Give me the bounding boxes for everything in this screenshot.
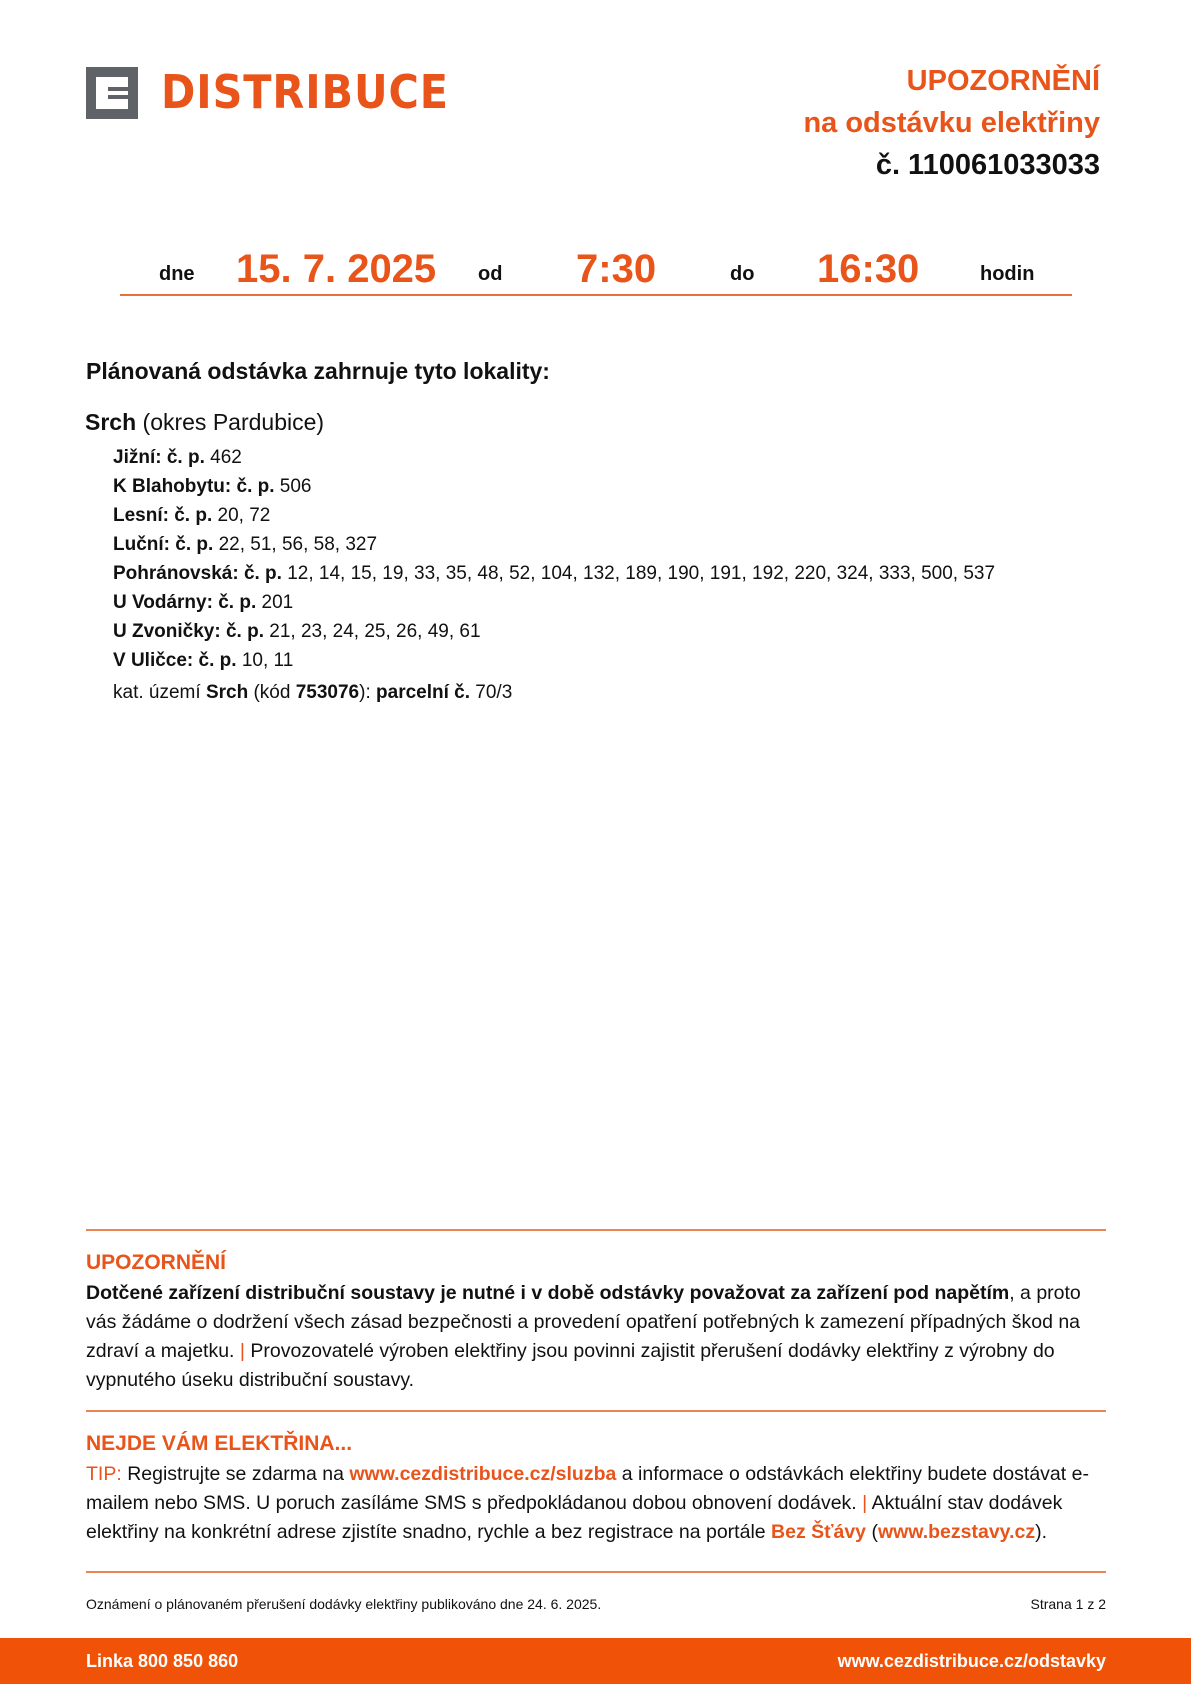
- street-name: U Zvoničky:: [113, 621, 221, 642]
- tip-text-1: Registrujte se zdarma na: [127, 1463, 344, 1485]
- to-label: do: [730, 263, 755, 285]
- house-numbers: 12, 14, 15, 19, 33, 35, 48, 52, 104, 132, 189, 190, 191, 192, 220, 324, 333, 500, 537: [287, 563, 996, 584]
- house-numbers: 22, 51, 56, 58, 327: [218, 534, 378, 555]
- street-item: [113, 646, 995, 675]
- notice-number: č. 110061033033: [875, 149, 1100, 181]
- tip-label: TIP:: [86, 1463, 122, 1485]
- warning-bold-text: Dotčené zařízení distribuční soustavy je nutné i v době odstávky považovat za zařízení pod napětím: [86, 1282, 1010, 1304]
- street-name: Jižní:: [113, 447, 162, 468]
- house-number-label: č. p.: [218, 592, 257, 613]
- house-number-label: č. p.: [225, 621, 264, 642]
- street-item: [113, 559, 995, 588]
- street-item: [113, 472, 995, 501]
- street-item: [113, 443, 995, 472]
- house-numbers: 201: [261, 592, 294, 613]
- parcel-line: [113, 682, 512, 704]
- start-time: 7:30: [576, 247, 657, 291]
- tip-text-2: a informace o odstávkách elektřiny budete dostávat e-mailem nebo SMS. U poruch zasíláme SMS s předpokládanou dobou obnovení dodávek.: [86, 1463, 1089, 1514]
- warning-text-1: , a proto vás žádáme o dodržení všech zásad bezpečnosti a provedení opatření potřebných k zamezení případných škod na zdraví a majetku.: [86, 1282, 1081, 1362]
- separator: |: [239, 1340, 245, 1362]
- warning-text: [86, 1279, 1116, 1395]
- code-open: (kód: [253, 682, 291, 703]
- paren-close: ).: [1035, 1521, 1048, 1543]
- street-name: Lesní:: [113, 505, 169, 526]
- house-number-label: č. p.: [198, 650, 237, 671]
- house-number-label: č. p.: [243, 563, 282, 584]
- outage-help-title: NEJDE VÁM ELEKTŘINA...: [86, 1432, 353, 1455]
- separator: |: [862, 1492, 868, 1514]
- town-name: Srch: [85, 409, 137, 435]
- street-list: [113, 443, 995, 675]
- parcel-label: parcelní č.: [376, 682, 471, 703]
- hours-label: hodin: [980, 263, 1035, 285]
- title-line-notice: UPOZORNĚNÍ: [906, 65, 1100, 97]
- page-number: Strana 1 z 2: [1030, 1596, 1106, 1612]
- street-name: Pohránovská:: [113, 563, 239, 584]
- house-numbers: 506: [279, 476, 312, 497]
- hotline[interactable]: Linka 800 850 860: [86, 1651, 239, 1671]
- parcel-number: 70/3: [475, 682, 513, 703]
- publication-note: Oznámení o plánovaném přerušení dodávky elektřiny publikováno dne 24. 6. 2025.: [86, 1596, 602, 1612]
- warning-title: UPOZORNĚNÍ: [86, 1251, 227, 1274]
- divider: [86, 1571, 1106, 1573]
- house-number-label: č. p.: [236, 476, 275, 497]
- street-item: [113, 588, 995, 617]
- end-time: 16:30: [817, 247, 920, 291]
- bezstavy-link[interactable]: www.bezstavy.cz: [877, 1521, 1036, 1543]
- outages-link[interactable]: www.cezdistribuce.cz/odstavky: [837, 1651, 1106, 1671]
- house-numbers: 20, 72: [217, 505, 271, 526]
- paren-open: (: [871, 1521, 878, 1543]
- schedule-row: [120, 240, 1072, 296]
- cadastral-prefix: kat. území: [113, 682, 201, 703]
- code-close: ):: [359, 682, 371, 703]
- brand-name: DISTRIBUCE: [161, 65, 449, 119]
- cez-e-logo-icon: [86, 67, 138, 119]
- street-item: [113, 501, 995, 530]
- street-name: Luční:: [113, 534, 170, 555]
- outage-help-text: [86, 1460, 1116, 1547]
- district-name: (okres Pardubice): [142, 409, 325, 435]
- tip-text-3: Aktuální stav dodávek elektřiny na konkrétní adrese zjistíte snadno, rychle a bez registrace na portále: [86, 1492, 1063, 1543]
- house-number-label: č. p.: [174, 505, 213, 526]
- street-item: [113, 530, 995, 559]
- title-line-subject: na odstávku elektřiny: [803, 107, 1100, 139]
- street-name: K Blahobytu:: [113, 476, 232, 497]
- from-label: od: [478, 263, 503, 285]
- localities-heading: Plánovaná odstávka zahrnuje tyto lokality:: [86, 358, 550, 384]
- street-name: U Vodárny:: [113, 592, 213, 613]
- house-number-label: č. p.: [166, 447, 205, 468]
- town-line: [85, 409, 324, 436]
- service-link[interactable]: www.cezdistribuce.cz/sluzba: [349, 1463, 617, 1485]
- cadastral-area: Srch: [205, 682, 249, 703]
- notice-title: [803, 60, 1100, 186]
- house-numbers: 21, 23, 24, 25, 26, 49, 61: [269, 621, 481, 642]
- divider: [86, 1229, 1106, 1231]
- street-name: V Uličce:: [113, 650, 194, 671]
- house-number-label: č. p.: [175, 534, 214, 555]
- house-numbers: 10, 11: [241, 650, 294, 671]
- outage-date: 15. 7. 2025: [236, 247, 437, 291]
- date-label: dne: [159, 263, 195, 285]
- street-item: [113, 617, 995, 646]
- cadastral-code: 753076: [295, 682, 360, 703]
- warning-text-2: Provozovatelé výroben elektřiny jsou povinni zajistit přerušení dodávky elektřiny z výrobny do vypnutého úseku distribuční soustavy.: [86, 1340, 1055, 1391]
- portal-name[interactable]: Bez Šťávy: [771, 1521, 867, 1543]
- house-numbers: 462: [210, 447, 242, 468]
- divider: [86, 1410, 1106, 1412]
